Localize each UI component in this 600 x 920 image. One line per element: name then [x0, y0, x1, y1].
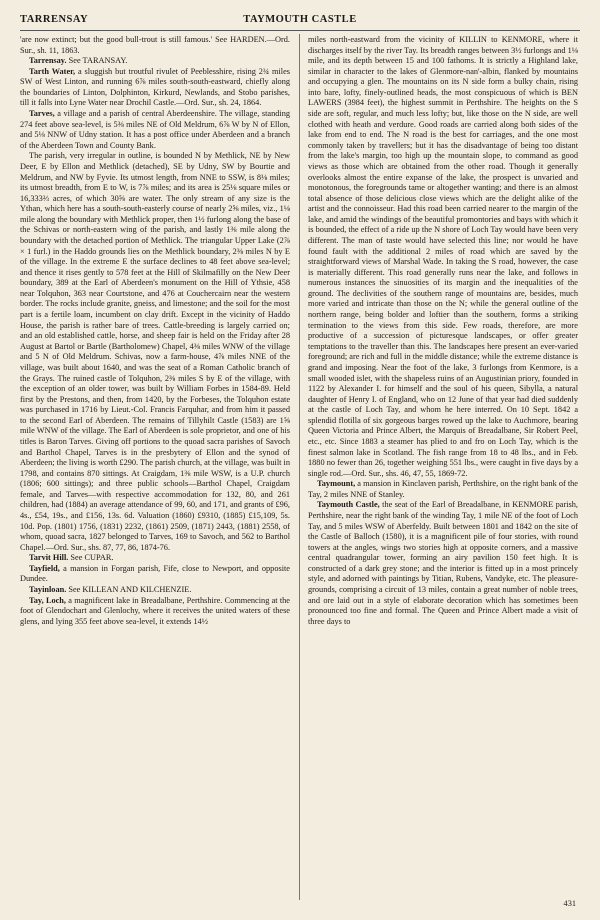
entry-text: The parish, very irregular in outline, is bounded N by Methlick, NE by New Deer, E by Ellon and Methlick (detached), SE by Udny, SW by Bourtie and Meldrum, and NW by Fyvie. Its utmost length, from NNE to SSW, is 8⅛ miles; its utmost breadth, from E to W, is 7⅞ miles; and its area is 25⅛ square miles or 16,333⅔ acres, of which 30⅝ are water. The only stream of any size is the Ythan, which here has a south-south-easterly course of nearly 2⅝ miles, viz., 1⅛ mile along the boundary with Methlick proper, then 1½ furlong along the base of the Schivas or north-eastern wing of the parish, and lastly 1⅜ mile along the boundary with the detached portion of Methlick. The triangular Upper Lake (2⅞ × 1 furl.) in the Haddo grounds lies on the Methlick boundary, 2⅜ miles N by E of the village. In the extreme E the surface declines to 48 feet above sea-level; and thence it rises gently to 578 feet at the Hill of Skilmafilly on the New Deer boundary, 389 at the Earl of Aberdeen's monument on the Hill of Ythsie, 458 near Tolquhon, 363 near Courtstone, and 476 at Couchercairn near the western border. The rocks include granite, gneiss, and limestone; and the soil for the most part is a fertile loam, incumbent on clay drift. Except in the vicinity of Haddo House, the parish is rather bare of trees. Cattle-breeding is largely carried on; and an old established cattle, horse, and sheep fair is held on the Friday after 28 August at Bartol or Bartle (Bartholomew) Chapel, 4⅜ miles WNW of the village and 5 N of Old Meldrum. Schivas, now a farm-house, 4⅞ miles NNE of the village, was built about 1640, and was the seat of a Roman Catholic branch of the Grays. The ruined castle of Tolquhon, 2⅜ miles S by E of the village, with the exception of an older tower, was built by William Forbes in 1584-89. Held first by the Prestons, and then, from 1420, by the Forbeses, the Tolquhon estate was purchased in 1716 by Lieut.-Col. Francis Farquhar, and from him it passed to the second Earl of Aberdeen. The remains of Tillyhilt Castle (1583) are 1⅝ mile WNW of the village. The Earl of Aberdeen is sole proprietor, and one of his titles is Baron Tarves. Giving off portions to the quoad sacra parishes of Savoch and Barthol Chapel, Tarves is in the presbytery of Ellon and the synod of Aberdeen; the living is worth £290. The parish church, at the village, was built in 1798, and contains 870 sittings. At Craigdam, 1⅜ mile WSW, is a U.P. church (1806; 600 sittings); and three public schools—Barthol Chapel, Craigdam female, and Tarves—with respective accommodation for 132, 80, and 261 children, had (1884) an average attendance of 99, 60, and 171, and grants of £96, 4s., £54, 19s., and £156, 13s. 6d. Valuation (1860) £9310, (1885) £15,109, 5s. 10d. Pop. (1801) 1756, (1831) 2232, (1861) 2509, (1871) 2443, (1881) 2558, of whom, quoad sacra, 1827 belonged to Tarves, 169 to Savoch, and 562 to Barthol Chapel.—Ord. Sur., shs. 87, 77, 86, 1874-76.	[20, 151, 290, 552]
header-left-title: TARRENSAY	[20, 14, 89, 25]
paragraph	[308, 500, 578, 627]
page-number: 431	[563, 899, 576, 908]
entry-text: a mansion in Forgan parish, Fife, close to Newport, and opposite Dundee.	[20, 563, 290, 584]
paragraph	[20, 151, 290, 553]
paragraph	[308, 35, 578, 479]
paragraph	[20, 553, 290, 564]
paragraph	[20, 596, 290, 628]
header-rule	[20, 30, 580, 31]
entry-text: See KILLEAN AND KILCHENZIE.	[66, 585, 192, 595]
column-divider	[299, 34, 300, 900]
paragraph	[20, 585, 290, 596]
paragraph	[20, 564, 290, 585]
entry-heading: Tarves,	[29, 109, 55, 119]
entry-heading: Tarth Water,	[29, 66, 76, 76]
paragraph	[20, 35, 290, 56]
right-column	[308, 35, 578, 627]
paragraph	[20, 67, 290, 109]
entry-heading: Tayfield,	[29, 563, 60, 573]
running-header	[20, 14, 580, 30]
paragraph	[20, 56, 290, 67]
left-column	[20, 35, 290, 627]
entry-heading: Taymouth Castle,	[317, 500, 380, 510]
entry-text: a sluggish but troutful rivulet of Peeblesshire, rising 2¾ miles SW of West Linton, and running 6⅞ miles south-south-eastward, chiefly along the boundaries of Linton, Dolphinton, Kirkurd, Newlands, and Stobo parishes, till it falls into Lyne Water near Drochil Castle.—Ord. Sur., sh. 24, 1864.	[20, 66, 290, 108]
entry-text: a magnificent lake in Breadalbane, Perthshire. Commencing at the foot of Glendochart and Glenlochy, where it receives the united waters of these glens, and lying 355 feet above sea-level, it extends 14½	[20, 595, 290, 626]
entry-text: See CUPAR.	[68, 553, 114, 563]
entry-text: 'are now extinct; but the good bull-trout is still famous.' See HARDEN.—Ord. Sur., sh. 11, 1863.	[20, 35, 290, 55]
header-center-title: TAYMOUTH CASTLE	[243, 14, 357, 25]
entry-text: See TARANSAY.	[66, 56, 128, 66]
entry-heading: Tayinloan.	[29, 585, 67, 595]
entry-text: miles north-eastward from the vicinity of KILLIN to KENMORE, where it discharges itself by the river Tay. Its breadth ranges between 3½ furlongs and 1⅛ mile, and its depth between 15 and 100 fathoms. It is strictly a Highland lake, similar in character to the lakes of Glenmore-nan'-albin, flanked by mountains and occupying a glen. The mountains on its N side form a bulky chain, rising into bare, lofty, finely-outlined heads, the most conspicuous of which is BEN LAWERS (3984 feet), the highest summit in Perthshire. The heights on the S side are soft, regular, and much less lofty; but, like those on the N side, are well clothed with heath and verdure. Good roads are carried along both sides of the lake from end to end. The N road is the best for carriages, and the one most commonly taken by travellers; but it has the disadvantage of being too distant from the lake's margin, too high up the mountain slope, to command as good views as those which are obtained from the other road. Though it generally overlooks almost the entire expanse of the lake, the prospect is unvaried and monotonous, the foregrounds tame or altogether wanting; and there is an almost total absence of those delicious close views which are the delight alike of the artist and the connoisseur. Had this road been carried nearer to the margin of the lake, and amid the windings of the beautiful promontories and bays with which it is bounded, the effect of a ride up the N shore of Loch Tay would have been very different. The man of taste would have selected this line; nor would he have found fault with the additional 2 miles of road which are saved by the straightforward views of Marshal Wade. In taking the S road, however, the case is materially different. This road generally runs near the lake, and follows in numerous instances the sinuosities of its margin and the inequalities of the ground. The declivities of the southern range of mountains are, besides, much more varied and intricate than those on the N; while the general outline of the northern range, being bolder and loftier than the southern, forms a striking termination to the views from this side. Few roads, therefore, are more productive of a succession of picturesque landscapes, or offer greater temptations to the traveller than this. The landscapes here present an ever-varied foreground; are rich and full in the middle distance; while the extreme distance is grand and imposing. Near the foot of the lake, 3 furlongs from Kenmore, is a small wooded islet, with the shapeless ruins of an Augustinian priory, founded in 1122 by Alexander I. for himself and the soul of his queen, Sibylla, a natural daughter of Henry I. of England, who on 12 June of that year had died suddenly at the castle of Loch Tay, and whom he here interred. On 10 Sept. 1842 a splendid flotilla of six gorgeous barges rowed up the lake to Auchmore, bearing Queen Victoria and Prince Albert, the Marquis of Breadalbane, Sir Robert Peel, etc., etc. Since 1883 a steamer has plied to and fro on Loch Tay, which is the finest salmon lake in Scotland. The fish range from 18 to 48 lbs., and in Feb. 1880 no fewer than 26, together weighing 551 lbs., were caught in five days by a single rod.—Ord. Sur., shs. 46, 47, 55, 1869-72.	[308, 35, 578, 478]
entry-text: a mansion in Kinclaven parish, Perthshire, on the right bank of the Tay, 2 miles NNE of Stanley.	[308, 479, 578, 499]
paragraph	[20, 109, 290, 151]
entry-heading: Tarvit Hill.	[29, 553, 69, 563]
entry-text: the seat of the Earl of Breadalbane, in KENMORE parish, Perthshire, near the right bank of the winding Tay, 1 mile NE of the foot of Loch Tay, and 5 miles WSW of Aberfeldy. Built between 1801 and 1842 on the site of the Castle of Balloch (1580), it is a magnificent pile of four stories, with round towers at the angles, wings two stories high at opposite corners, and a massive central quadrangular tower, forming an airy pavilion 150 feet high. It is constructed of a dark grey stone; and the interior is fitted up in a most princely style, and adorned with paintings by Titian, Rubens, Vandyke, etc. The pleasure-grounds, comprising a circuit of 13 miles, contain a great number of noble trees, and ore laid out in a style of elaborate decoration which has sometimes been pronounced too fine and formal. The Queen and Prince Albert made a visit of three days to	[308, 500, 579, 626]
entry-text: a village and a parish of central Aberdeenshire. The village, standing 274 feet above sea-level, is 5⅜ miles NE of Old Meldrum, 6⅞ W by N of Ellon, and 5⅛ NNW of Udny station. It has a post office under Aberdeen and a branch of the Aberdeen Town and County Bank.	[20, 109, 290, 150]
entry-heading: Tarrensay.	[29, 56, 67, 66]
paragraph	[308, 479, 578, 500]
entry-heading: Taymount,	[317, 479, 356, 489]
entry-heading: Tay, Loch,	[29, 595, 66, 605]
